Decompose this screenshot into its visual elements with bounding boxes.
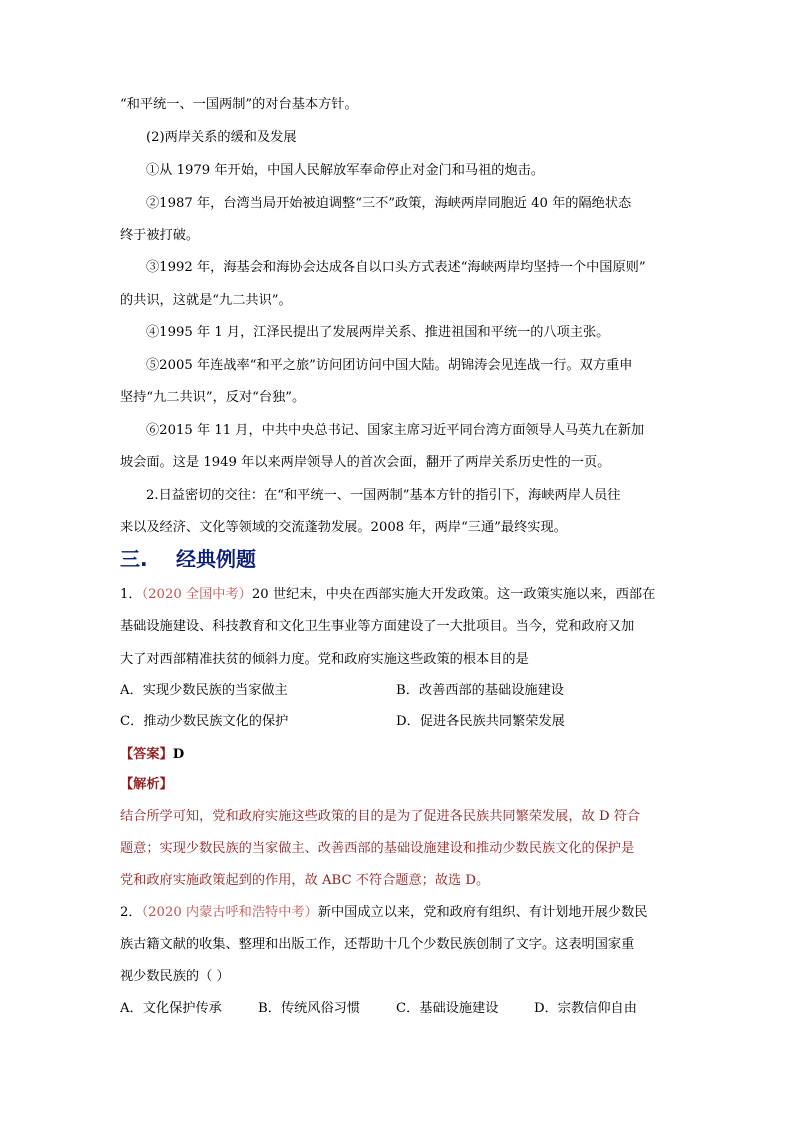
subheading-relations: (2)两岸关系的缓和及发展 — [146, 130, 297, 145]
question-1-option-a: A．实现少数民族的当家做主 — [120, 683, 288, 698]
list-item-1995: ④1995 年 1 月，江泽民提出了发展两岸关系、推进祖国和平统一的八项主张。 — [146, 325, 610, 340]
section-heading — [120, 543, 256, 572]
question-2-source: （2020 内蒙古呼和浩特中考） — [141, 905, 318, 920]
list-item-1987-line2: 终于被打破。 — [120, 228, 200, 243]
list-item-2015-line2: 坡会面。这是 1949 年以来两岸领导人的首次会面，翻开了两岸关系历史性的一页。 — [120, 455, 611, 470]
question-1-stem-line2: 基础设施建设、科技教育和文化卫生事业等方面建设了一大批项目。当今，党和政府又加 — [120, 619, 635, 634]
list-item-2005-line1: ⑤2005 年连战率“和平之旅”访问团访问中国大陆。胡锦涛会见连战一行。双方重申 — [146, 358, 633, 373]
analysis-line2: 题意；实现少数民族的当家做主、改善西部的基础设施建设和推动少数民族文化的保护是 — [120, 841, 635, 856]
question-1-source: （2020 全国中考） — [141, 587, 252, 602]
question-1-number: 1． — [120, 587, 142, 602]
question-2-option-d: D．宗教信仰自由 — [534, 1001, 637, 1016]
section-number: 三. — [120, 547, 148, 571]
question-2-option-a: A．文化保护传承 — [120, 1001, 222, 1016]
analysis-label: 【解析】 — [120, 777, 173, 792]
list-item-1979: ①从 1979 年开始，中国人民解放军奉命停止对金门和马祖的炮击。 — [146, 163, 545, 178]
question-1-stem-a: 20 世纪末，中央在西部实施大开发政策。这一政策实施以来，西部在 — [251, 587, 656, 602]
list-item-1992-line1: ③1992 年，海基会和海协会达成各自以口头方式表述“海峡两岸均坚持一个中国原则” — [146, 260, 646, 275]
question-1-option-d: D．促进各民族共同繁荣发展 — [396, 714, 565, 729]
question-2-number: 2． — [120, 905, 142, 920]
question-2-stem-line3: 视少数民族的（ ） — [120, 969, 230, 984]
paragraph-policy-tail: “和平统一、一国两制”的对台基本方针。 — [120, 97, 358, 112]
question-1-stem-line3: 大了对西部精准扶贫的倾斜力度。党和政府实施这些政策的根本目的是 — [120, 652, 529, 667]
question-1-answer — [120, 746, 184, 764]
paragraph-exchange-line2: 来以及经济、文化等领域的交流蓬勃发展。2008 年，两岸“三通”最终实现。 — [120, 520, 567, 535]
question-2-stem-a: 新中国成立以来，党和政府有组织、有计划地开展少数民 — [317, 905, 648, 920]
list-item-2015-line1: ⑥2015 年 11 月，中共中央总书记、国家主席习近平同台湾方面领导人马英九在新加 — [146, 423, 645, 438]
list-item-1992-line2: 的共识，这就是“九二共识”。 — [120, 293, 292, 308]
question-1-options-row2 — [120, 713, 680, 731]
question-2-stem-line2: 族古籍文献的收集、整理和出版工作，还帮助十几个少数民族创制了文字。这表明国家重 — [120, 937, 635, 952]
question-1-option-b: B．改善西部的基础设施建设 — [396, 683, 564, 698]
answer-label: 【答案】 — [120, 747, 173, 762]
analysis-line1: 结合所学可知，党和政府实施这些政策的目的是为了促进各民族共同繁荣发展，故 D 符合 — [120, 809, 641, 824]
question-2-option-c: C．基础设施建设 — [396, 1001, 499, 1016]
list-item-2005-line2: 坚持“九二共识”，反对“台独”。 — [120, 390, 306, 405]
question-1-options-row1 — [120, 682, 680, 700]
question-1-option-c: C．推动少数民族文化的保护 — [120, 714, 289, 729]
answer-value: D — [172, 747, 185, 762]
question-2-stem-line1 — [120, 904, 647, 922]
analysis-line3: 党和政府实施政策起到的作用，故 ABC 不符合题意；故选 D。 — [120, 873, 490, 888]
paragraph-exchange-line1: 2.日益密切的交往：在“和平统一、一国两制”基本方针的指引下，海峡两岸人员往 — [146, 488, 621, 503]
question-1-stem-line1 — [120, 586, 655, 604]
list-item-1987-line1: ②1987 年，台湾当局开始被迫调整“三不”政策，海峡两岸同胞近 40 年的隔绝状态 — [146, 196, 632, 211]
question-2-option-b: B．传统风俗习惯 — [258, 1001, 361, 1016]
section-title: 经典例题 — [176, 547, 256, 571]
